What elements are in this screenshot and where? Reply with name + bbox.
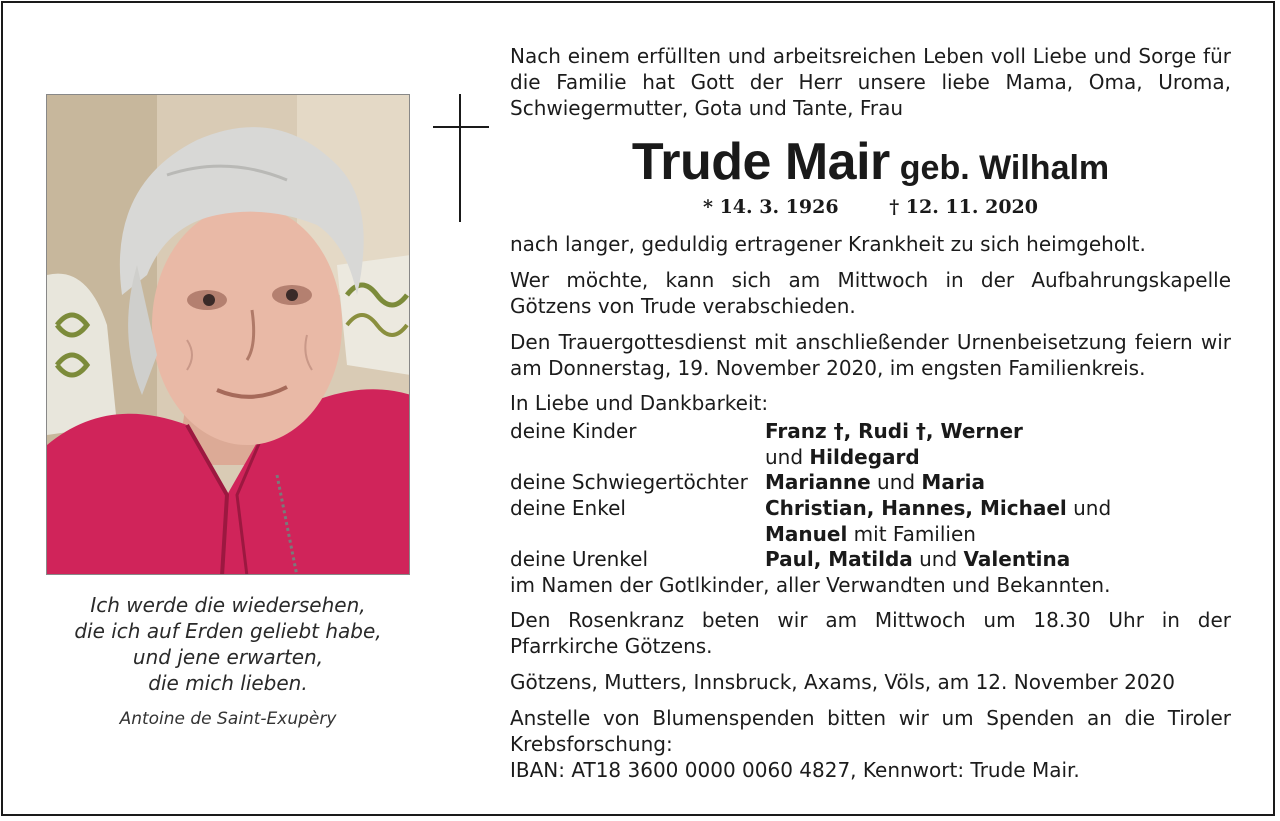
quote-line: Ich werde die wiedersehen, [90, 593, 366, 617]
family-role: deine Urenkel [510, 547, 649, 571]
place-date-text: Götzens, Mutters, Innsbruck, Axams, Völs, am 12. November 2020 [510, 670, 1176, 694]
family-suffix: mit Familien [853, 522, 976, 546]
taken-home-text: nach langer, geduldig ertragener Krankheit zu sich heimgeholt. [510, 232, 1146, 256]
life-dates [510, 196, 1231, 218]
family-names [765, 418, 1235, 470]
quote-line: die ich auf Erden geliebt habe, [74, 619, 382, 643]
family-name: Christian, Hannes, Michael [765, 496, 1067, 520]
family-names [765, 495, 1235, 547]
quote-line: die mich lieben. [148, 671, 308, 695]
love-text: In Liebe und Dankbarkeit: [510, 391, 769, 415]
birth-date: * 14. 3. 1926 [703, 196, 839, 218]
quote [46, 592, 410, 696]
family-names [765, 546, 1235, 572]
viewing-text: Wer möchte, kann sich am Mittwoch in der Aufbahrungskapelle Götzens von Trude verabschieden. [510, 268, 1231, 318]
family-role: deine Enkel [510, 496, 626, 520]
quote-author: Antoine de Saint-Exupèry [119, 709, 337, 729]
family-row-great-grandchildren [510, 546, 1231, 572]
family-role: deine Kinder [510, 419, 637, 443]
intro-text: Nach einem erfüllten und arbeitsreichen Leben voll Liebe und Sorge für die Familie hat Gott der Herr unsere liebe Mama, Oma, Uroma, Schwiegermutter, Gota und Tante, Frau [510, 44, 1231, 120]
rosary-text: Den Rosenkranz beten wir am Mittwoch um 18.30 Uhr in der Pfarrkirche Götzens. [510, 608, 1231, 658]
iban-text: IBAN: AT18 3600 0000 0060 4827, Kennwort: Trude Mair. [510, 758, 1080, 782]
deceased-full-name: Trude Mair [631, 133, 890, 191]
family-name: Manuel [765, 522, 848, 546]
closing-text: im Namen der Gotlkinder, aller Verwandten und Bekannten. [510, 573, 1111, 597]
cross-icon [433, 94, 489, 222]
family-names [765, 469, 1235, 495]
family-name: Paul, Matilda [765, 547, 913, 571]
family-name: Marianne [765, 470, 871, 494]
donation-text: Anstelle von Blumenspenden bitten wir um Spenden an die Tiroler Krebsforschung: [510, 706, 1231, 756]
family-name: Franz †, Rudi †, Werner [765, 419, 1023, 443]
portrait-photo [46, 94, 410, 575]
family-name: Valentina [963, 547, 1071, 571]
service-text: Den Trauergottesdienst mit anschließender Urnenbeisetzung feiern wir am Donnerstag, 19. November 2020, im engsten Familienkreis. [510, 330, 1231, 380]
family-conjunction: und [765, 445, 804, 469]
death-date: † 12. 11. 2020 [889, 196, 1038, 218]
family-role: deine Schwiegertöchter [510, 470, 748, 494]
family-name: Hildegard [809, 445, 920, 469]
family-row-children [510, 418, 1231, 470]
deceased-birth-name: geb. Wilhalm [899, 149, 1110, 187]
quote-line: und jene erwarten, [132, 645, 324, 669]
family-conjunction: und [919, 547, 958, 571]
deceased-name [510, 132, 1231, 192]
family-conjunction: und [1073, 496, 1112, 520]
family-conjunction: und [877, 470, 916, 494]
family-row-daughters-in-law [510, 469, 1231, 495]
family-name: Maria [921, 470, 986, 494]
family-row-grandchildren [510, 495, 1231, 547]
